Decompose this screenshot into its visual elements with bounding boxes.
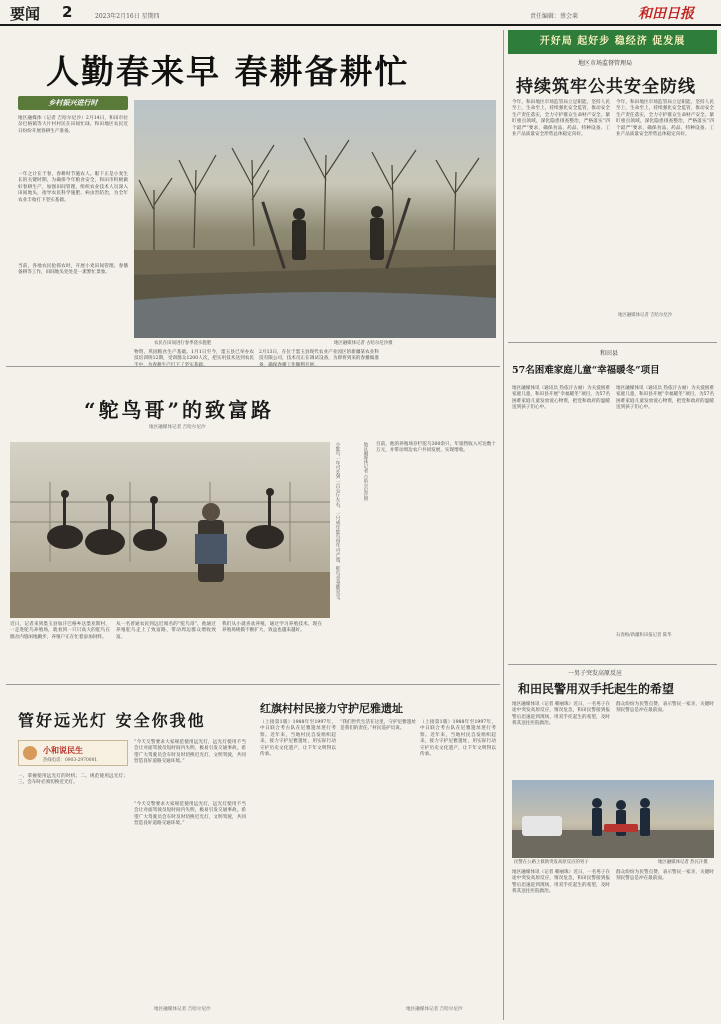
- ostrich-photo: [10, 442, 330, 618]
- heritage-body-1: （上接第1版）1988年至1997年，中日联合考古队在尼雅遗址进行考察。近年来，当地村民自发组织起来，接力守护尼雅遗址，用实际行动守护历史文化遗产，让千年文明得以传承。: [260, 720, 336, 758]
- police-headline: 和田民警用双手托起生的希望: [518, 682, 675, 696]
- divider: [6, 684, 500, 685]
- lead-photo-byline: 地区融媒体记者 古哈尔尼沙摄: [334, 341, 393, 346]
- traffic-column: [4, 688, 254, 1020]
- ostrich-body-3: 我们从小就喜欢养殖，通过学习养殖技术，现在养殖场规模不断扩大，效益也越来越好。: [222, 622, 322, 634]
- safety-headline: 持续筑牢公共安全防线: [516, 77, 696, 97]
- police-body-2: 群众纷纷为民警点赞，表示警民一家亲，关键时刻民警总是冲在最前面。: [616, 702, 714, 714]
- lead-intro: 地区融媒体（记者 吉哈尔尼沙）2月14日，和田市拉杂巴格镇等大片村村民在田间忙碌，和田地区农民近日纷纷开展春耕生产准备。: [18, 116, 128, 134]
- column-badge-name: 小和说民生: [43, 746, 83, 755]
- orchard-illustration: [134, 100, 496, 338]
- heritage-body-2: “我们世代生活在这里，守护尼雅遗址是我们的责任。”村民巡护员说。: [340, 720, 416, 732]
- bureau-label: 地区市场监督管理局: [578, 60, 633, 67]
- divider: [6, 366, 500, 367]
- column-tag-label: 乡村振兴进行时: [48, 99, 98, 107]
- masthead: [0, 0, 721, 26]
- ostrich-body-4: 目前，他的养殖场存栏鸵鸟300余只，年销售收入可达数十万元，并带动周边农户共同发展，实现增收。: [376, 442, 496, 454]
- county-place: 和田县: [600, 350, 619, 357]
- ostrich-story: [4, 370, 499, 680]
- county-body-2: 地区融媒体讯（通讯员 热依汗古丽）为关爱困难家庭儿童，和田县开展“幸福暖冬”项目，为57名困难家庭儿童发放爱心物资，把党和政府的温暖送到孩子们心中。: [616, 386, 714, 411]
- lead-body-1: 一年之计在于春，春耕时节施农人。眼下正是小麦生长的关键时期，为确保今年粮食安全，和田市积极做好春耕生产，加强田间管理，组织农业技术人员深入田间地头，指导农民科学施肥、病虫害防治，为全年农业丰收打下坚实基础。: [18, 172, 128, 203]
- safety-story: [508, 56, 717, 346]
- ostrich-headline: “鸵鸟哥”的致富路: [84, 398, 275, 422]
- lead-body-2: 当前，各地农民抢抓农时，开展小麦田间管理、春播备耕等工作，田间地头处处是一派繁忙景象。: [18, 264, 128, 276]
- police-body-3: 地区融媒体讯（记者 朝丽珠）近日，一名男子在途中突发高原反应，情况危急，和田民警接到报警后迅速赶到现场，用双手托起生的希望，及时将其送往医院救治。: [512, 870, 610, 895]
- lead-photo-caption: 农民在田间进行春季浇水施肥: [154, 341, 212, 346]
- issue-date: 2023年2月16日 星期四: [95, 13, 160, 20]
- heritage-story: [256, 688, 500, 1020]
- ostrich-sidebar-caption: 小鸵鸟一年可长到一百公斤左右，一只成年鸵鸟每年可产蛋，鸵鸟全身都是宝。: [335, 442, 340, 603]
- safety-body-2: 今年，和田地区市场监管局立足职能，坚持人民至上、生命至上，持续强化安全监管，推动安全生产责任落实，全力守护群众生命财产安全。紧盯重点领域，深化隐患排查整治，严格落实“四个最严”要求，确保食品、药品、特种设备、工业产品质量安全形势总体稳定向好。: [616, 100, 714, 138]
- paper-logo: 和田日报: [638, 6, 694, 22]
- traffic-body-2: 一、掌握使用远光灯的时机；二、规范使用远光灯；三、会车时必须切换近光灯。: [18, 774, 128, 786]
- person-icon: [23, 746, 37, 760]
- police-kicker: 一男子突发高原反应: [568, 670, 623, 677]
- county-headline: 57名困难家庭儿童“幸福暖冬”项目: [512, 365, 660, 376]
- banner: [508, 30, 717, 54]
- section-name: 要闻: [10, 5, 41, 23]
- lead-body-3: 物资，巩固粮食生产基础。1月1日至今，墨玉县已举办农技培训班12期，受训群众1200人次，把实用技术送到农民: [134, 350, 254, 362]
- ostrich-sidebar-byline-box: [362, 442, 372, 618]
- county-byline: 石春梅/新疆和田报记者 陈华: [616, 633, 672, 638]
- police-body-4: 群众纷纷为民警点赞，表示警民一家亲，关键时刻民警总是冲在最前面。: [616, 870, 714, 882]
- ostrich-illustration: [10, 442, 330, 618]
- heritage-body-3: （上接第1版）1988年至1997年，中日联合考古队在尼雅遗址进行考察。近年来，当地村民自发组织起来，接力守护尼雅遗址，用实际行动守护历史文化遗产，让千年文明得以传承。: [420, 720, 496, 758]
- lead-story: [4, 30, 499, 365]
- traffic-body-1: “今天交警要求大家规范使用远光灯，远光灯使用不当会让对面驾驶员短时间内失明，极易引发交通事故。希望广大驾驶员会车时及时切换近光灯，文明驾驶，共同营造良好道路交通环境。”: [134, 740, 246, 765]
- heritage-byline: 地区融媒体记者 吉哈尔尼沙: [406, 1007, 463, 1012]
- ostrich-sidebar: [334, 442, 360, 618]
- traffic-headline: 管好远光灯 安全你我他: [18, 711, 206, 730]
- ostrich-sidebar-byline: 地区融媒体记者 古哈尔尼沙摄: [363, 442, 368, 501]
- column-tag: [18, 96, 128, 110]
- ostrich-body-2: 从一名普通农民到远近闻名的“鸵鸟哥”，他通过养殖鸵鸟走上了致富路，带动周边群众增收致富。: [116, 622, 216, 640]
- editor-credit: 责任编辑：蔡会莱: [530, 13, 579, 20]
- police-photo: [512, 780, 714, 858]
- banner-text: 开好局 起好步 稳经济 促发展: [539, 36, 686, 47]
- police-body-1: 地区融媒体讯（记者 朝丽珠）近日，一名男子在途中突发高原反应，情况危急，和田民警接到报警后迅速赶到现场，用双手托起生的希望，及时将其送往医院救治。: [512, 702, 610, 727]
- column-badge-hotline: 热线电话：0903-2970001: [43, 758, 98, 763]
- ostrich-body-1: 近日，记者来到墨玉县加汗巴格乡达墨亚斯村，一走进鸵鸟养殖场，就看到一只只高大的鸵鸟在圈舍内悠闲地踱步，养殖户正在忙着添加饲料。: [10, 622, 110, 640]
- rescue-illustration: [512, 780, 714, 858]
- heritage-headline: 红旗村村民接力守护尼雅遗址: [260, 702, 403, 715]
- safety-body-1: 今年，和田地区市场监管局立足职能，坚持人民至上、生命至上，持续强化安全监管，推动安全生产责任落实，全力守护群众生命财产安全。紧盯重点领域，深化隐患排查整治，严格落实“四个最严”要求，确保食品、药品、特种设备、工业产品质量安全形势总体稳定向好。: [512, 100, 610, 138]
- police-story: [508, 666, 717, 1020]
- lead-headline: 人勤春来早 春耕备耕忙: [46, 52, 410, 91]
- county-body-1: 地区融媒体讯（通讯员 热依汗古丽）为关爱困难家庭儿童，和田县开展“幸福暖冬”项目，为57名困难家庭儿童发放爱心物资，把党和政府的温暖送到孩子们心中。: [512, 386, 610, 411]
- traffic-byline: 地区融媒体记者 吉哈尔尼沙: [154, 1007, 211, 1012]
- ostrich-byline: 地区融媒体记者 吉哈尔尼沙: [149, 425, 206, 430]
- safety-byline: 地区融媒体记者 吉哈尔尼沙: [618, 313, 673, 318]
- police-photo-caption: 民警在公路上救助突发高原反应的男子: [514, 860, 589, 865]
- column-divider: [503, 30, 504, 1020]
- police-photo-byline: 地区融媒体记者 热瓦汗摄: [658, 860, 708, 865]
- divider: [508, 342, 717, 343]
- column-badge: [18, 740, 128, 766]
- lead-body-4: 2月13日，在位于墨玉县现代农业产业园区的新疆某农业科技有限公司，技术员正在调试设备，为即将到来的春播做准: [259, 350, 379, 362]
- divider: [508, 664, 717, 665]
- lead-photo: [134, 100, 496, 338]
- county-story: [508, 344, 717, 662]
- traffic-body-3: “今天交警要求大家规范使用远光灯，远光灯使用不当会让对面驾驶员短时间内失明，极易引发交通事故。希望广大驾驶员会车时及时切换近光灯，文明驾驶，共同营造良好道路交通环境。”: [134, 802, 246, 827]
- page-number: 2: [62, 3, 73, 21]
